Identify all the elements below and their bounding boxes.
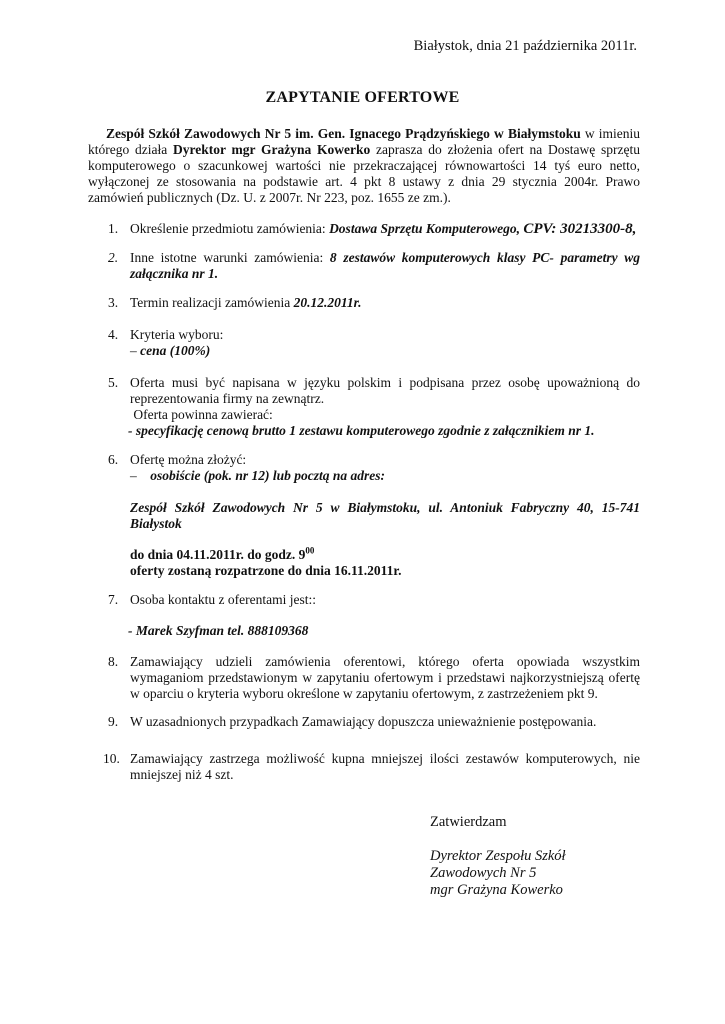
item-text-2: Oferta powinna zawierać: [130, 407, 273, 422]
item-text: Inne istotne warunki zamówienia: [130, 250, 330, 265]
item-bold: cena (100%) [140, 343, 211, 358]
document-title: ZAPYTANIE OFERTOWE [265, 89, 460, 106]
item-bold: Dostawa Sprzętu Komputerowego, [329, 221, 524, 236]
item-number: 8. [108, 654, 119, 669]
dash: – [130, 468, 151, 483]
item-number: 2. [108, 250, 119, 265]
director-label: Dyrektor mgr Grażyna Kowerko [173, 142, 371, 157]
list-item-5 [88, 375, 640, 439]
address-line-2: Białystok [130, 516, 182, 531]
list-item-10 [88, 751, 640, 783]
place-date: Białystok, dnia 21 października 2011r. [413, 38, 637, 54]
item-bold: 20.12.2011r. [293, 295, 362, 310]
list-item-1 [88, 221, 640, 237]
item-number: 6. [108, 452, 119, 467]
intro-paragraph [88, 126, 640, 206]
item-text: Ofertę można złożyć: [130, 452, 247, 467]
list-item-8 [88, 654, 640, 702]
item-text: Zamawiający zastrzega możliwość kupna mniejszej ilości zestawów komputerowych, nie mniejszej niż 4 szt. [130, 751, 640, 782]
item-text: W uzasadnionych przypadkach Zamawiający dopuszcza unieważnienie postępowania. [130, 714, 597, 729]
list-item-2 [88, 250, 640, 282]
list-item-3 [88, 295, 640, 311]
approval-label: Zatwierdzam [430, 814, 507, 830]
contact-person: - Marek Szyfman tel. 888109368 [128, 623, 309, 638]
item-bold: 8 zestawów komputerowych klasy PC- parametry wg załącznika nr 1. [130, 250, 640, 281]
list-item-6 [88, 452, 640, 579]
review-date: oferty zostaną rozpatrzone do dnia 16.11.2011r. [130, 563, 402, 578]
item-text: Oferta musi być napisana w języku polskim i podpisana przez osobę upoważnioną do reprezentowania firmy na zewnątrz. [130, 375, 640, 406]
dash: – [130, 343, 141, 358]
intro-text-2: zaprasza do złożenia ofert na Dostawę sprzętu komputerowego o szacunkowej wartości nie przekraczającej równowartości 14 tyś euro netto, wyłączonej ze stosowania na podstawie art. 4 pkt 8 ustawy z dnia 29 stycznia 2004r. Prawo zamówień publicznych (Dz. U. z 2007r. Nr 223, poz. 1655 ze zm.). [88, 142, 640, 205]
item-number: 10. [103, 751, 120, 766]
deadline: do dnia 04.11.2011r. do godz. 9 [130, 547, 306, 562]
item-number: 3. [108, 295, 119, 310]
item-bold: - specyfikację cenową brutto 1 zestawu komputerowego zgodnie z załącznikiem nr 1. [128, 423, 595, 438]
list-item-9 [88, 714, 640, 730]
item-number: 4. [108, 327, 119, 342]
cpv-code: CPV: 30213300-8, [523, 221, 637, 237]
item-text: Określenie przedmiotu zamówienia: [130, 221, 330, 236]
signature-block [430, 848, 566, 899]
address-line-1: Zespół Szkół Zawodowych Nr 5 w Białymstoku, ul. Antoniuk Fabryczny 40, 15-741 [130, 500, 640, 515]
signature-line-1: Dyrektor Zespołu Szkół [430, 848, 566, 864]
signature-line-3: mgr Grażyna Kowerko [430, 882, 563, 898]
item-number: 5. [108, 375, 119, 390]
item-text: Zamawiający udzieli zamówienia oferentowi, którego oferta opowiada wszystkim wymaganiom przedstawionym w zapytaniu ofertowym i przedstawi najkorzystniejszą ofertę w oparciu o kryteria wyboru określone w zapytaniu ofertowym, z zastrzeżeniem pkt 9. [130, 654, 640, 701]
intro-text-1: w imieniu którego działa [88, 126, 640, 157]
item-bold: osobiście (pok. nr 12) lub pocztą na adres: [150, 468, 386, 483]
item-number: 9. [108, 714, 119, 729]
list-item-7 [88, 592, 640, 639]
signature-line-2: Zawodowych Nr 5 [430, 865, 537, 881]
deadline-minutes: 00 [305, 545, 315, 556]
list-item-4 [88, 327, 640, 359]
item-text: Termin realizacji zamówienia [130, 295, 294, 310]
item-text: Kryteria wyboru: [130, 327, 224, 342]
item-text: Osoba kontaktu z oferentami jest:: [130, 592, 316, 607]
item-number: 7. [108, 592, 119, 607]
school-name: Zespół Szkół Zawodowych Nr 5 im. Gen. Ignacego Prądzyńskiego w Białymstoku [106, 126, 581, 141]
item-number: 1. [108, 221, 119, 236]
